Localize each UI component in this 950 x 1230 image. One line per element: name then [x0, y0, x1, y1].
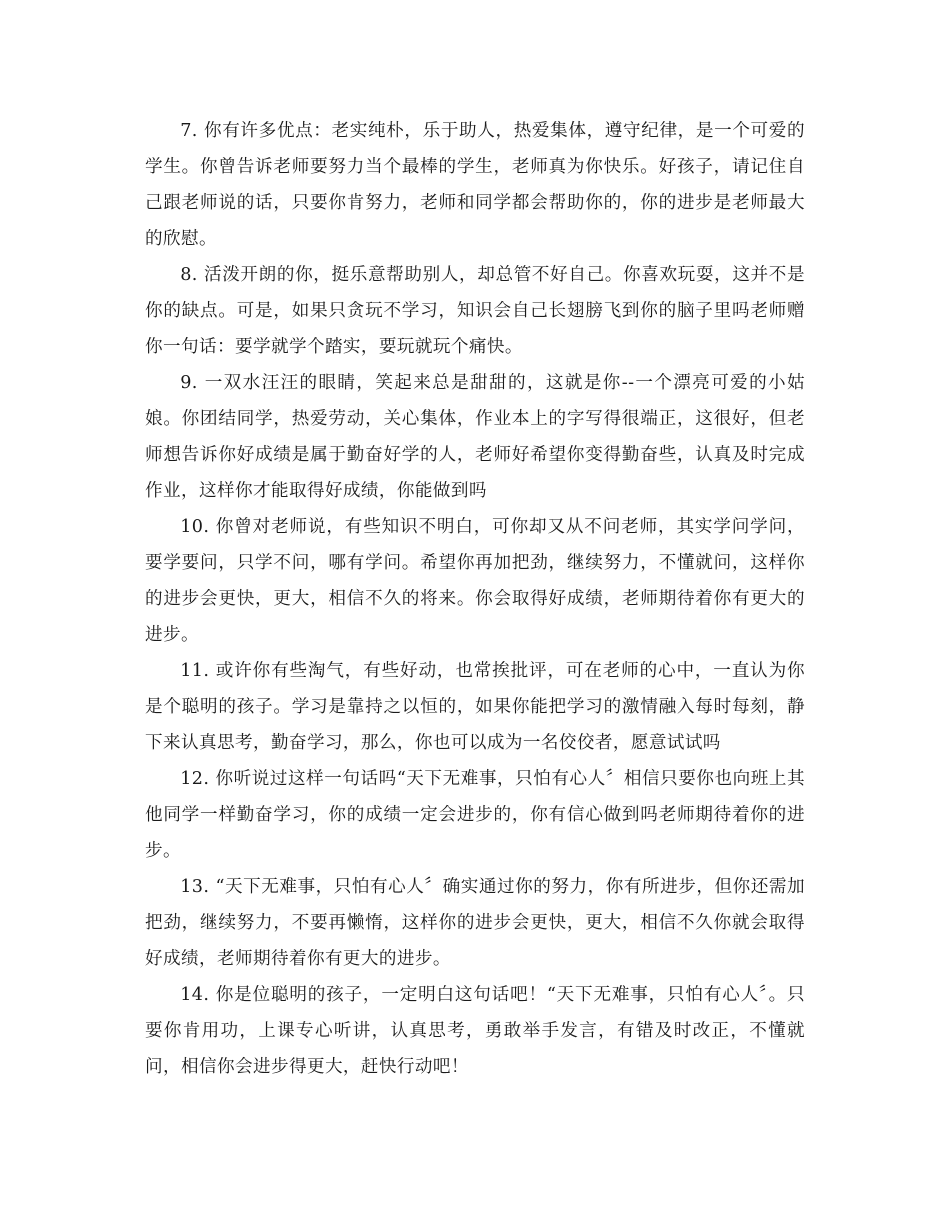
- paragraph-13: 13. “天下无难事，只怕有心人〞确实通过你的努力，你有所进步，但你还需加把劲，继续努力，不要再懒惰，这样你的进步会更快，更大，相信不久你就会取得好成绩，老师期待着你有更大的进步。: [145, 877, 805, 969]
- document-body: [145, 113, 805, 1085]
- paragraph-14: 14. 你是位聪明的孩子，一定明白这句话吧！“天下无难事，只怕有心人〞。只要你肯用功，上课专心听讲，认真思考，勇敢举手发言，有错及时改正，不懂就问，相信你会进步得更大，赶快行动吧！: [145, 985, 805, 1077]
- paragraph-8: 8. 活泼开朗的你，挺乐意帮助别人，却总管不好自己。你喜欢玩耍，这并不是你的缺点。可是，如果只贪玩不学习，知识会自己长翅膀飞到你的脑子里吗老师赠你一句话：要学就学个踏实，要玩就玩个痛快。: [145, 265, 805, 357]
- paragraph-11: 11. 或许你有些淘气，有些好动，也常挨批评，可在老师的心中，一直认为你是个聪明的孩子。学习是靠持之以恒的，如果你能把学习的激情融入每时每刻，静下来认真思考，勤奋学习，那么，你也可以成为一名佼佼者，愿意试试吗: [145, 661, 805, 753]
- paragraph-12: 12. 你听说过这样一句话吗“天下无难事，只怕有心人〞相信只要你也向班上其他同学一样勤奋学习，你的成绩一定会进步的，你有信心做到吗老师期待着你的进步。: [145, 769, 805, 861]
- paragraph-7: 7. 你有许多优点：老实纯朴，乐于助人，热爱集体，遵守纪律，是一个可爱的学生。你曾告诉老师要努力当个最棒的学生，老师真为你快乐。好孩子，请记住自己跟老师说的话，只要你肯努力，老师和同学都会帮助你的，你的进步是老师最大的欣慰。: [145, 121, 805, 249]
- paragraph-9: 9. 一双水汪汪的眼睛，笑起来总是甜甜的，这就是你--一个漂亮可爱的小姑娘。你团结同学，热爱劳动，关心集体，作业本上的字写得很端正，这很好，但老师想告诉你好成绩是属于勤奋好学的人，老师好希望你变得勤奋些，认真及时完成作业，这样你才能取得好成绩，你能做到吗: [145, 373, 805, 501]
- paragraph-10: 10. 你曾对老师说，有些知识不明白，可你却又从不问老师，其实学问学问，要学要问，只学不问，哪有学问。希望你再加把劲，继续努力，不懂就问，这样你的进步会更快，更大，相信不久的将来。你会取得好成绩，老师期待着你有更大的进步。: [145, 517, 805, 645]
